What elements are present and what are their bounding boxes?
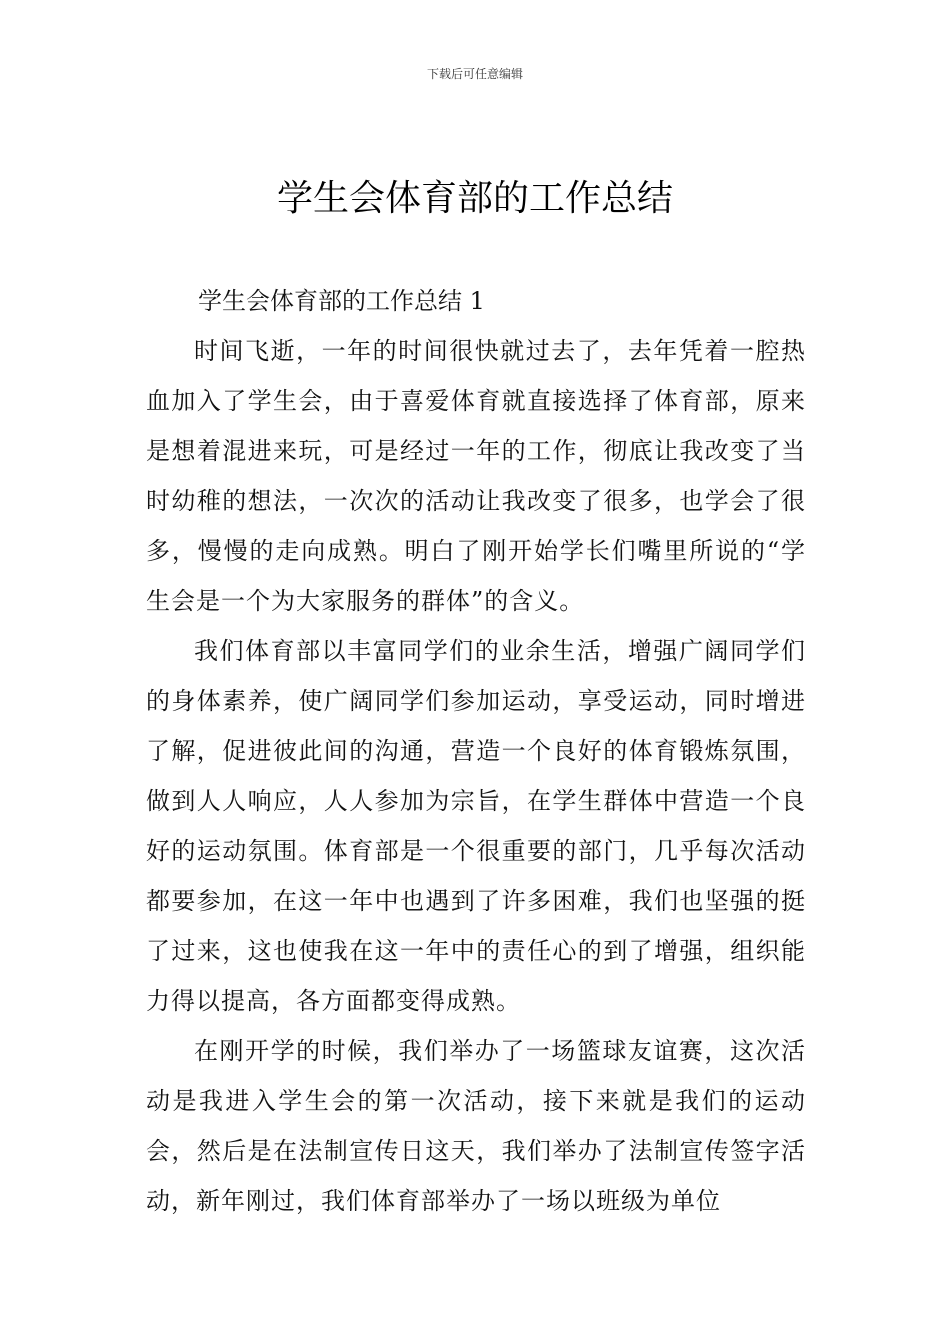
document-body (146, 276, 806, 1226)
body-paragraph-2: 我们体育部以丰富同学们的业余生活，增强广阔同学们的身体素养，使广阔同学们参加运动，享受运动，同时增进了解，促进彼此间的沟通，营造一个良好的体育锻炼氛围，做到人人响应，人人参加为宗旨，在学生群体中营造一个良好的运动氛围。体育部是一个很重要的部门，几乎每次活动都要参加，在这一年中也遇到了许多困难，我们也坚强的挺了过来，这也使我在这一年中的责任心的到了增强，组织能力得以提高，各方面都变得成熟。 (146, 637, 806, 1015)
body-paragraph-1: 时间飞逝，一年的时间很快就过去了，去年凭着一腔热血加入了学生会，由于喜爱体育就直接选择了体育部，原来是想着混进来玩，可是经过一年的工作，彻底让我改变了当时幼稚的想法，一次次的活动让我改变了很多，也学会了很多，慢慢的走向成熟。明白了刚开始学长们嘴里所说的“学生会是一个为大家服务的群体”的含义。 (146, 337, 806, 615)
section-subtitle: 学生会体育部的工作总结 1 (198, 287, 485, 315)
document-title: 学生会体育部的工作总结 (276, 178, 673, 219)
page-header-note: 下载后可任意编辑 (426, 67, 523, 81)
body-paragraph-3: 在刚开学的时候，我们举办了一场篮球友谊赛，这次活动是我进入学生会的第一次活动，接下来就是我们的运动会，然后是在法制宣传日这天，我们举办了法制宣传签字活动，新年刚过，我们体育部举办了一场以班级为单位 (146, 1037, 806, 1215)
